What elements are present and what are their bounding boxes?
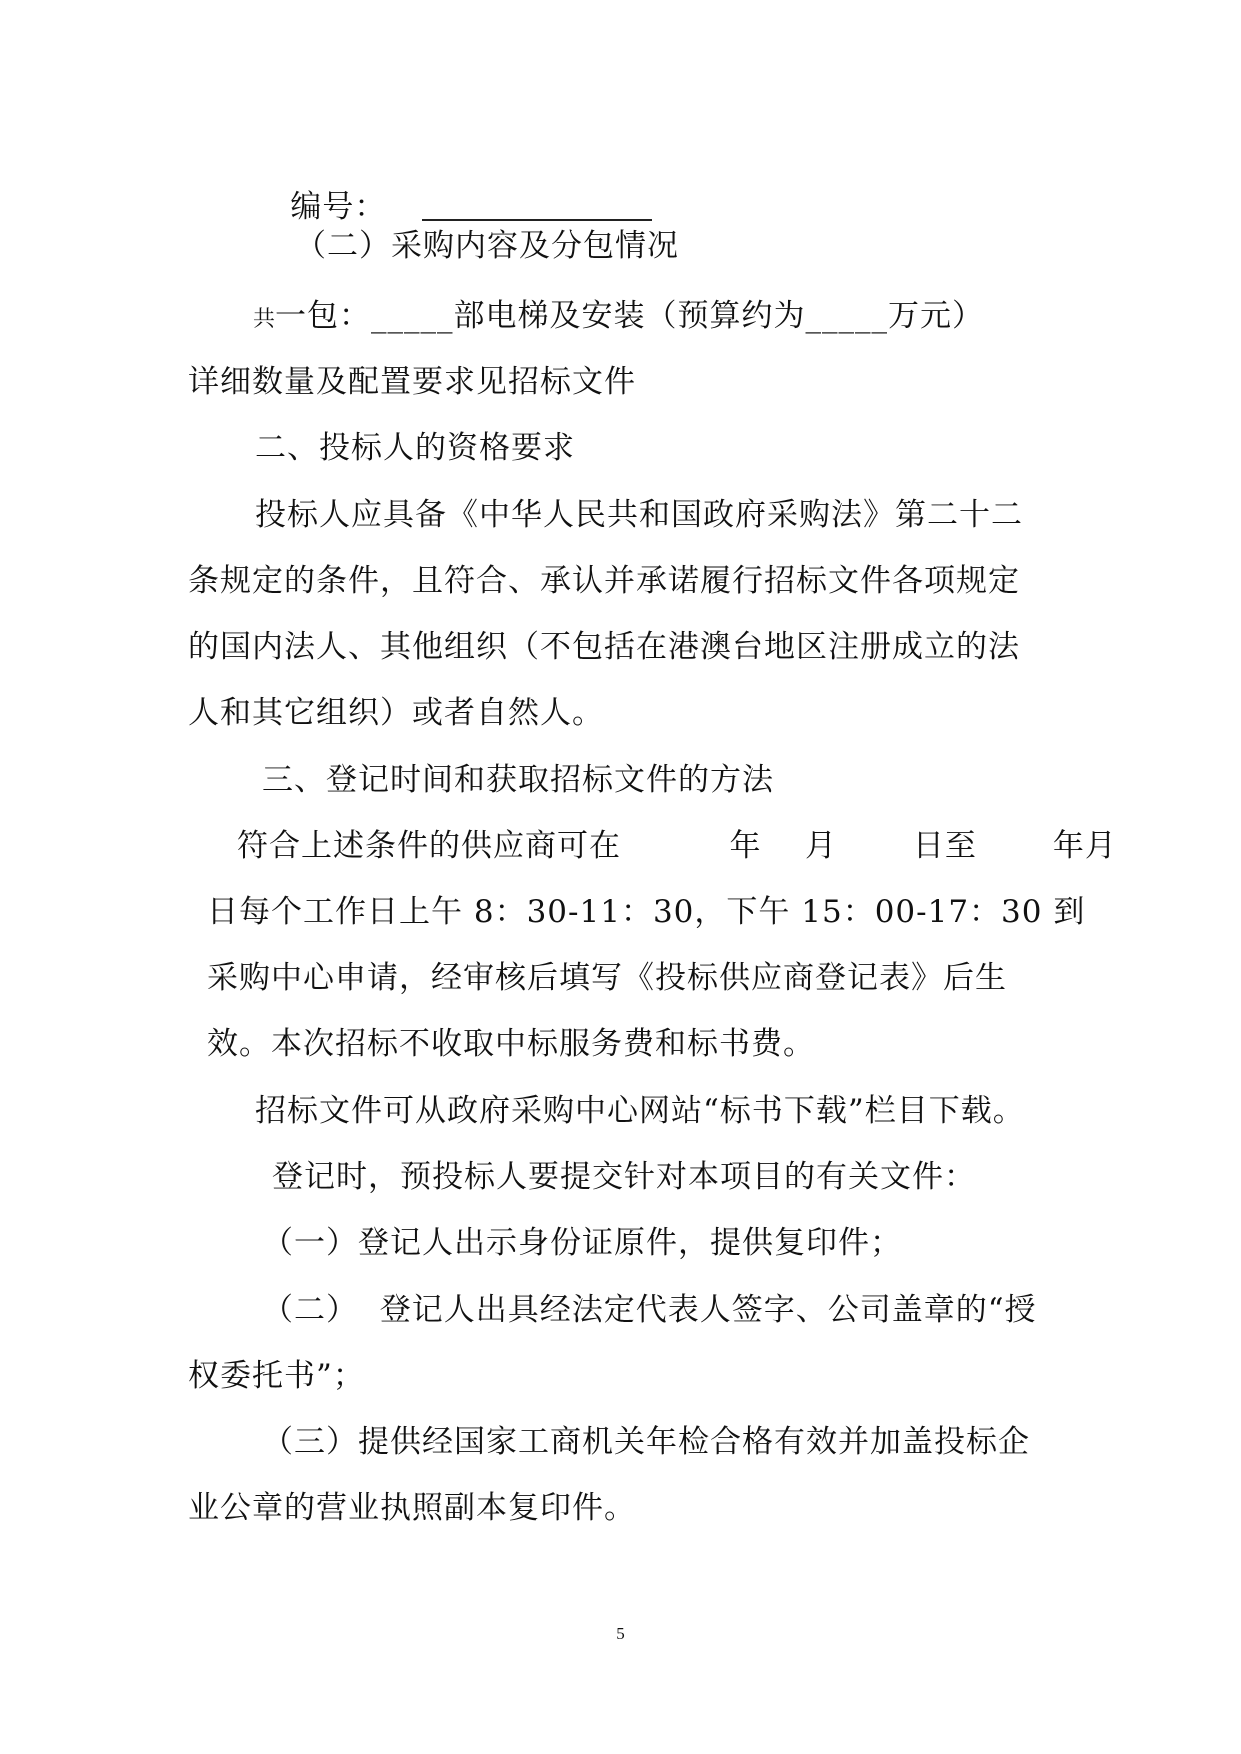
- number-label: 编号：: [290, 189, 387, 225]
- submission-item-3-line-2: 业公章的营业执照副本复印件。: [188, 1490, 636, 1526]
- registration-line-3: 采购中心申请，经审核后填写《投标供应商登记表》后生: [207, 960, 1007, 996]
- heading-registration: 三、登记时间和获取招标文件的方法: [262, 762, 774, 798]
- registration-line-4: 效。本次招标不收取中标服务费和标书费。: [207, 1026, 815, 1062]
- package-text: 一包：_____部电梯及安装（预算约为_____万元）: [275, 298, 985, 334]
- submission-item-2-line-2: 权委托书”；: [188, 1358, 365, 1394]
- registration-line-2: 日每个工作日上午 8：30-11：30，下午 15：00-17：30 到: [207, 894, 1086, 930]
- qualification-line-3: 的国内法人、其他组织（不包括在港澳台地区注册成立的法: [188, 629, 1020, 665]
- number-blank: [422, 197, 652, 221]
- submission-item-3-line-1: （三）提供经国家工商机关年检合格有效并加盖投标企: [262, 1424, 1030, 1460]
- qualification-line-2: 条规定的条件，且符合、承认并承诺履行招标文件各项规定: [188, 563, 1020, 599]
- package-line: [253, 296, 984, 340]
- details-note: 详细数量及配置要求见招标文件: [188, 364, 636, 400]
- page-number: 5: [616, 1624, 625, 1643]
- submission-item-1: （一）登记人出示身份证原件，提供复印件；: [262, 1225, 902, 1261]
- qualification-line-4: 人和其它组织）或者自然人。: [188, 695, 604, 731]
- heading-procurement: （二）采购内容及分包情况: [295, 228, 679, 264]
- submission-intro: 登记时，预投标人要提交针对本项目的有关文件：: [272, 1159, 976, 1195]
- submission-item-2-line-1: （二） 登记人出具经法定代表人签字、公司盖章的“授: [262, 1292, 1037, 1328]
- heading-qualification: 二、投标人的资格要求: [255, 430, 575, 466]
- qualification-line-1: 投标人应具备《中华人民共和国政府采购法》第二十二: [255, 497, 1023, 533]
- download-note: 招标文件可从政府采购中心网站“标书下载”栏目下载。: [255, 1093, 1025, 1129]
- registration-line-1: 符合上述条件的供应商可在 年 月 日至 年月: [237, 828, 1117, 864]
- package-prefix: 共: [253, 307, 276, 332]
